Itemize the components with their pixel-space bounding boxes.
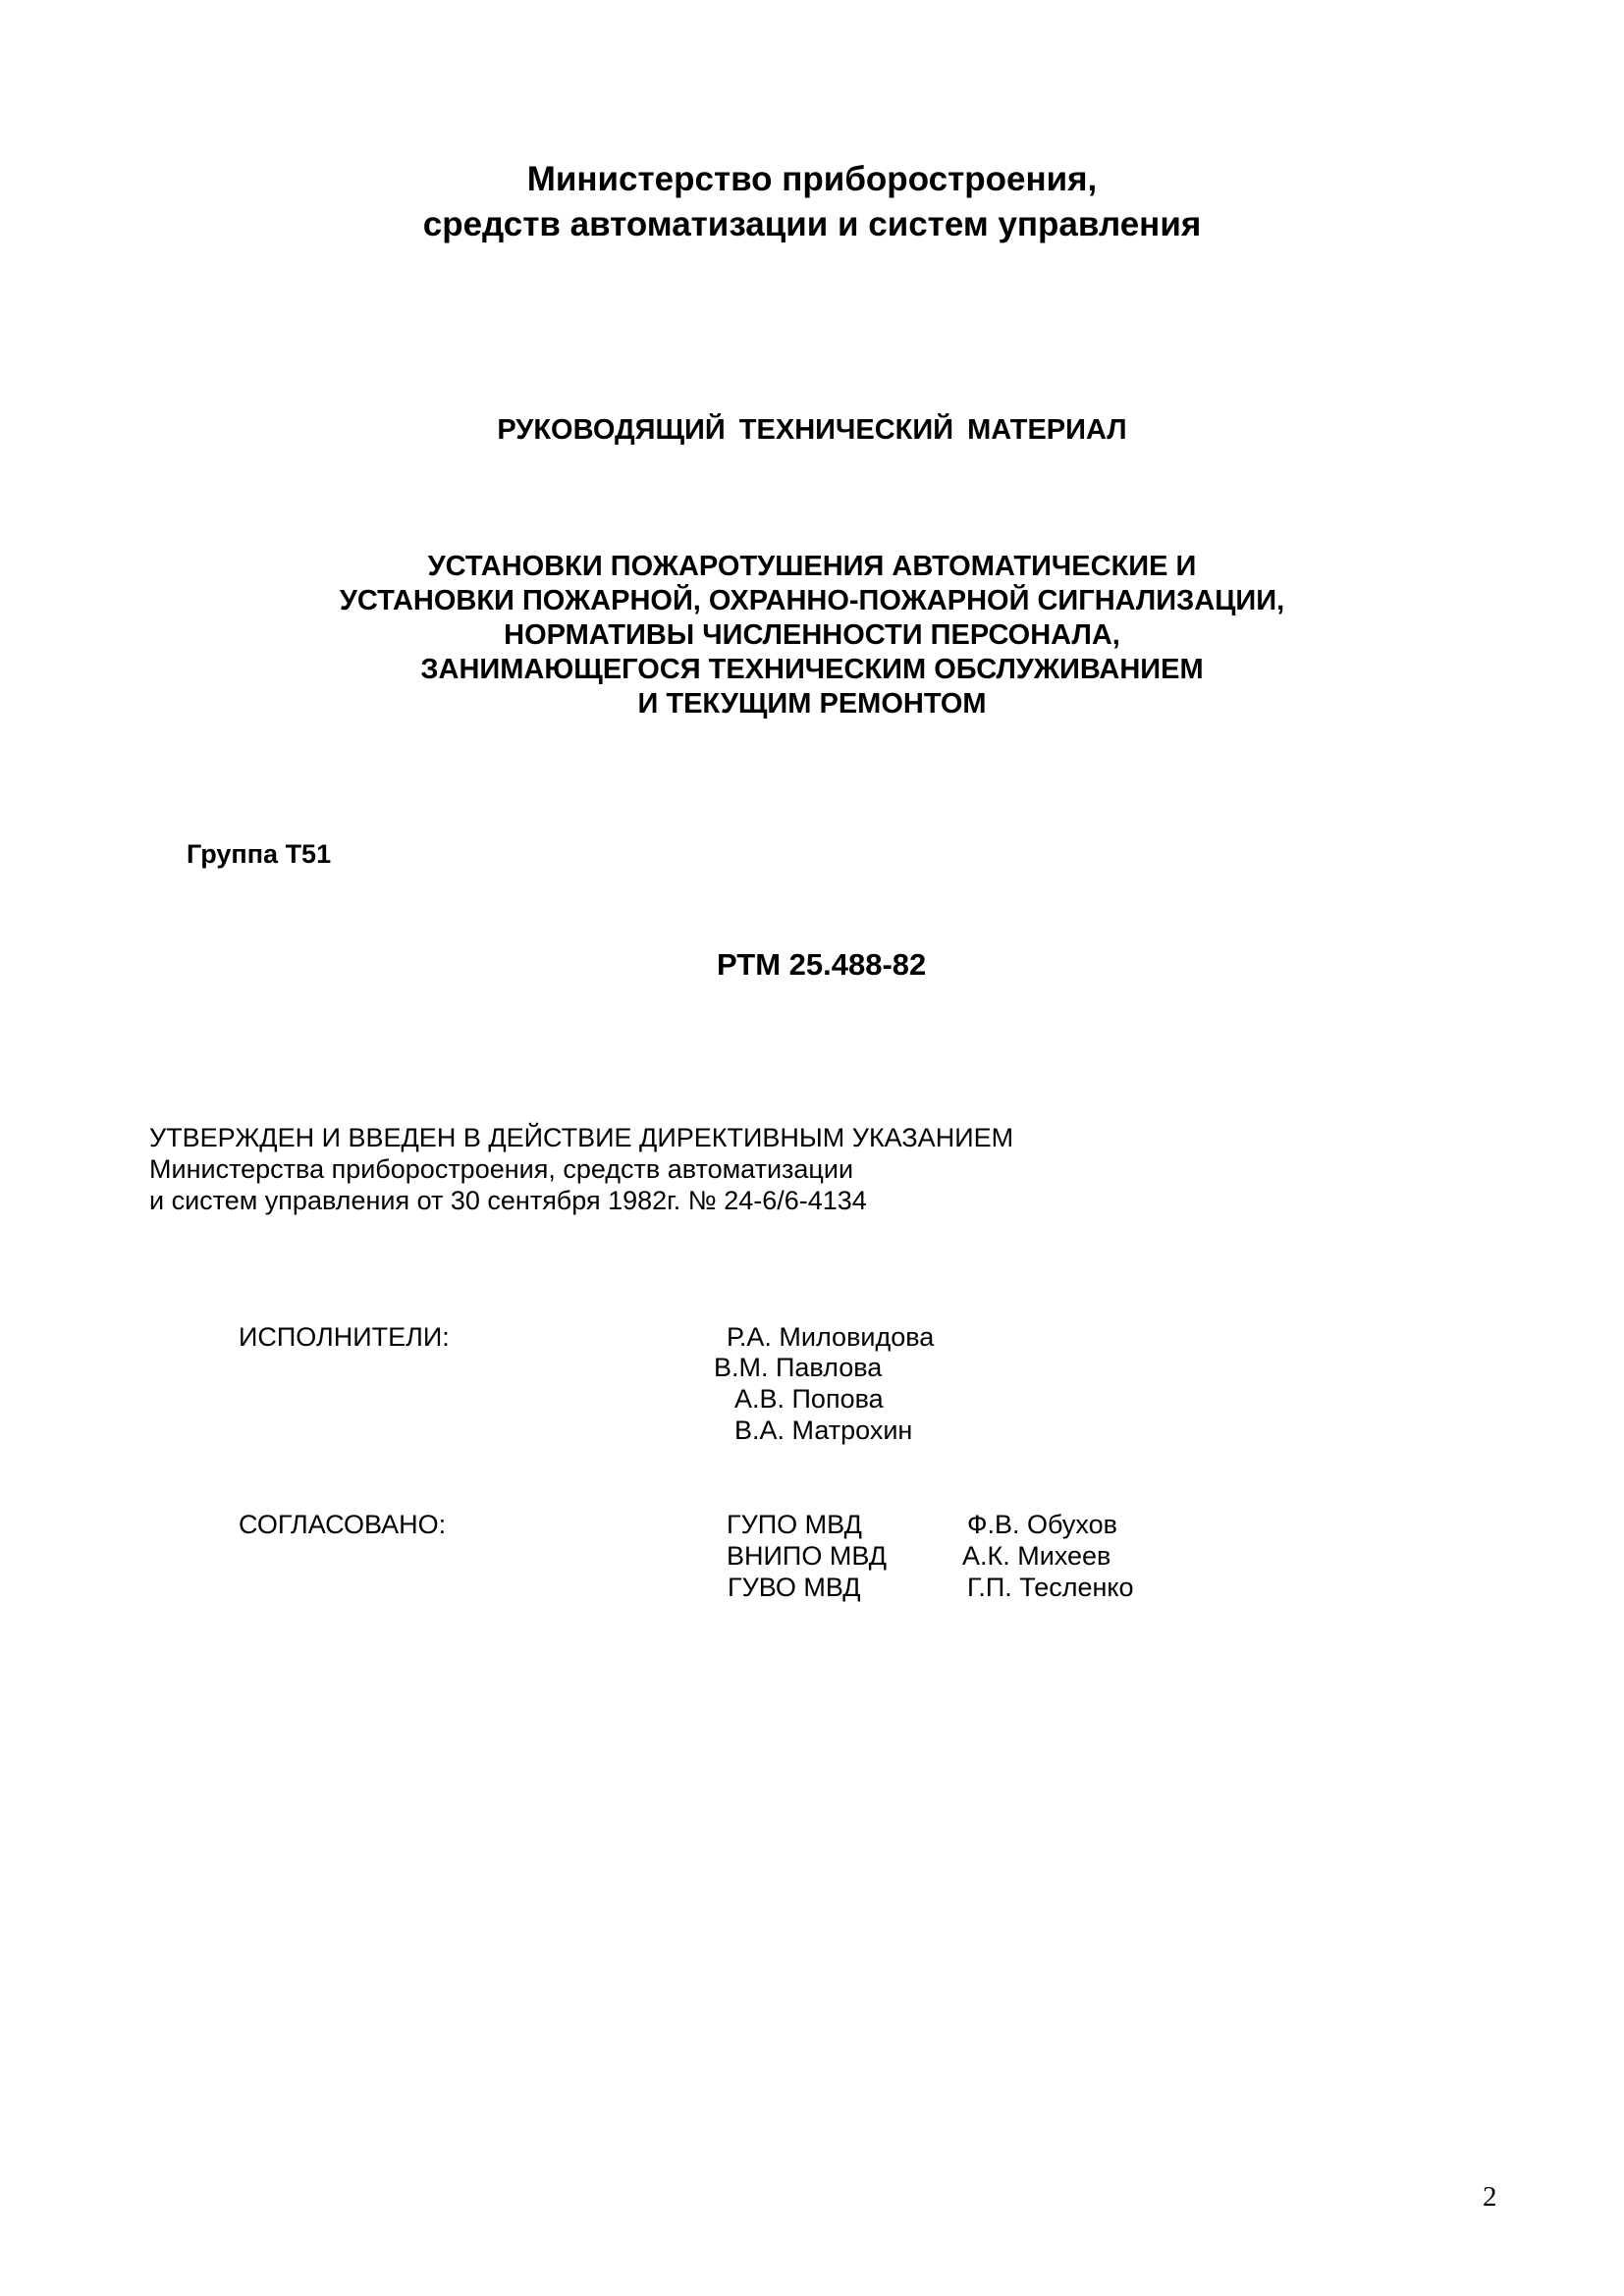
- ministry-line-2: средств автоматизации и систем управления: [422, 205, 1202, 243]
- agreed-org: ГУВО МВД: [728, 1573, 861, 1602]
- ministry-line-1: Министерство приборостроения,: [526, 160, 1098, 198]
- title-line: УСТАНОВКИ ПОЖАРНОЙ, ОХРАННО-ПОЖАРНОЙ СИГНАЛИЗАЦИИ,: [339, 585, 1285, 616]
- title-line: ЗАНИМАЮЩЕГОСЯ ТЕХНИЧЕСКИМ ОБСЛУЖИВАНИЕМ: [420, 654, 1204, 685]
- approval-line: и систем управления от 30 сентября 1982г. № 24-6/6-4134: [149, 1186, 867, 1215]
- executor-name: Р.А. Миловидова: [727, 1322, 935, 1352]
- agreed-org: ВНИПО МВД: [727, 1541, 888, 1571]
- document-title: [0, 550, 1624, 721]
- approval-statement: [149, 1122, 1013, 1216]
- executor-name: А.В. Попова: [734, 1384, 884, 1414]
- title-line: НОРМАТИВЫ ЧИСЛЕННОСТИ ПЕРСОНАЛА,: [504, 619, 1120, 651]
- document-type: РУКОВОДЯЩИЙ ТЕХНИЧЕСКИЙ МАТЕРИАЛ: [497, 414, 1127, 446]
- title-line: И ТЕКУЩИМ РЕМОНТОМ: [637, 688, 987, 720]
- agreed-person: Г.П. Тесленко: [967, 1573, 1134, 1602]
- title-line: УСТАНОВКИ ПОЖАРОТУШЕНИЯ АВТОМАТИЧЕСКИЕ И: [427, 551, 1197, 582]
- group-label: Группа Т51: [187, 839, 332, 869]
- ministry-heading: [0, 157, 1624, 247]
- agreed-label: СОГЛАСОВАНО:: [239, 1510, 447, 1539]
- agreed-org: ГУПО МВД: [727, 1510, 862, 1539]
- page-number: 2: [1483, 2181, 1497, 2213]
- agreed-person: Ф.В. Обухов: [967, 1510, 1117, 1539]
- document-code: РТМ 25.488-82: [717, 947, 927, 982]
- approval-line: УТВЕРЖДЕН И ВВЕДЕН В ДЕЙСТВИЕ ДИРЕКТИВНЫМ УКАЗАНИЕМ: [149, 1123, 1014, 1152]
- executors-label: ИСПОЛНИТЕЛИ:: [239, 1322, 450, 1352]
- executor-name: В.А. Матрохин: [734, 1415, 913, 1445]
- executor-name: В.М. Павлова: [714, 1353, 883, 1382]
- approval-line: Министерства приборостроения, средств автоматизации: [149, 1154, 854, 1184]
- agreed-person: А.К. Михеев: [962, 1541, 1111, 1571]
